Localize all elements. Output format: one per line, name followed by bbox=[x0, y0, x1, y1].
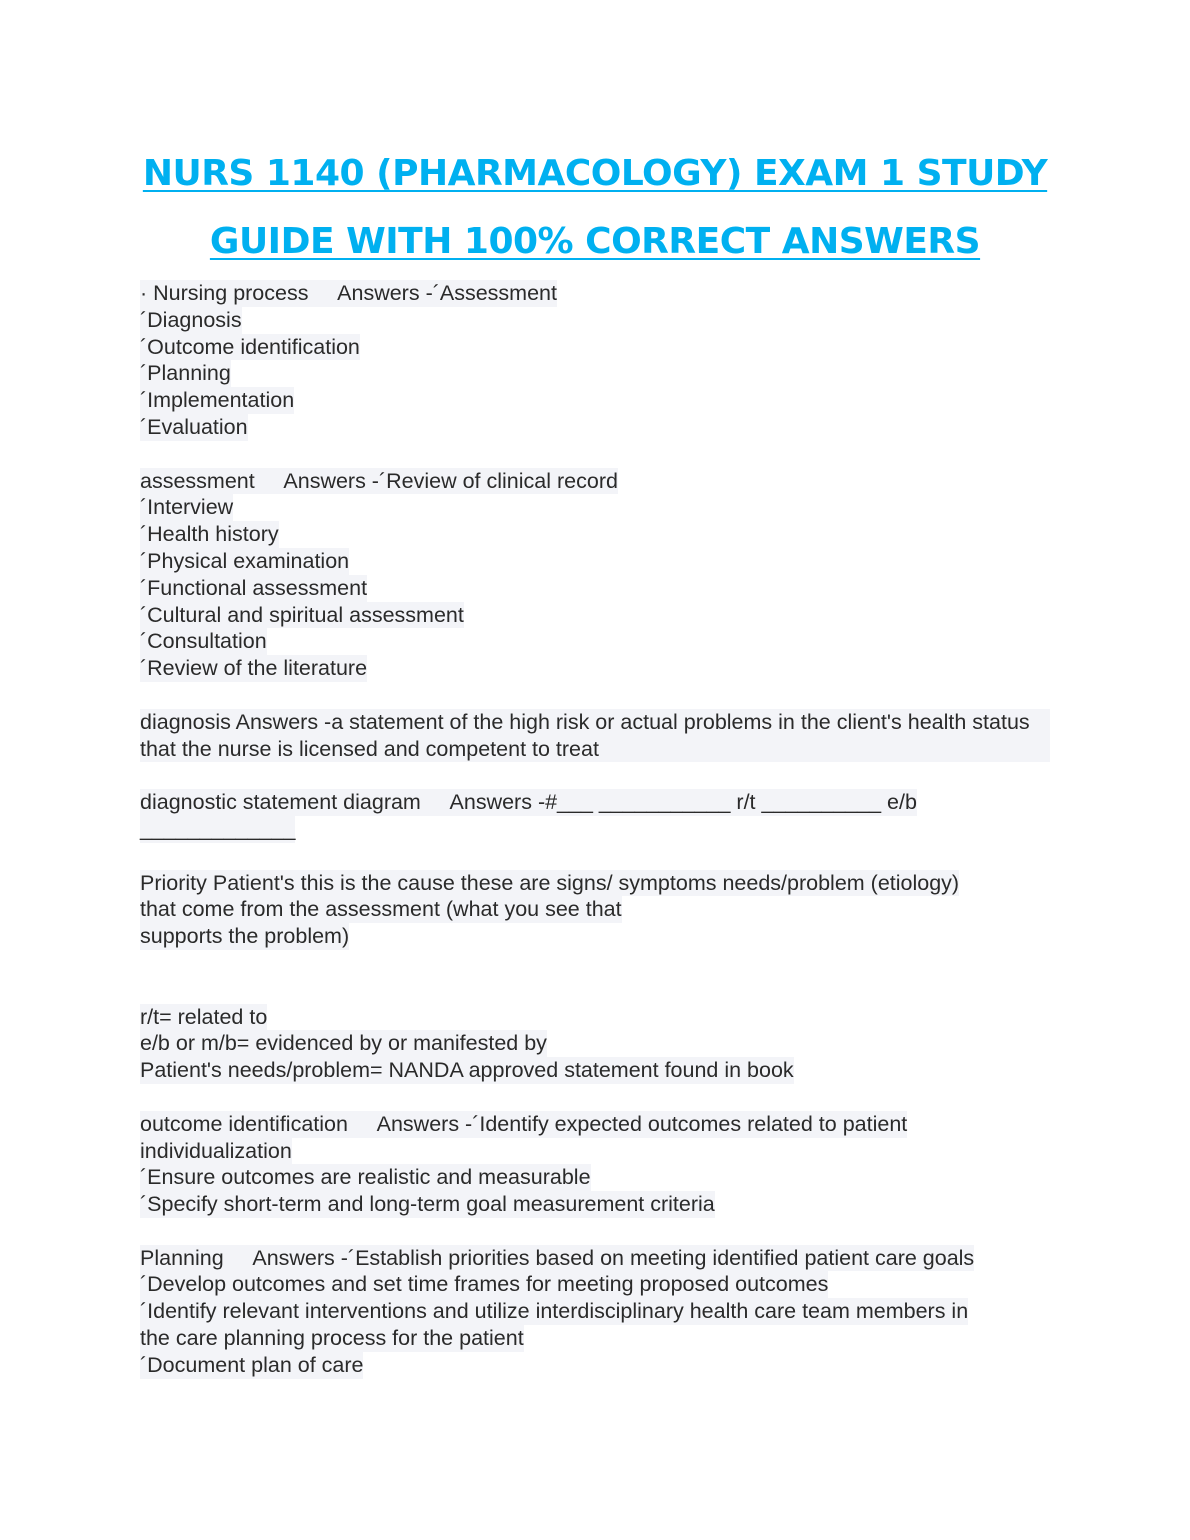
text-line: ´Identify relevant interventions and utilize interdisciplinary health care team members in bbox=[140, 1299, 969, 1324]
text-line: Priority Patient's this is the cause these are signs/ symptoms needs/problem (etiology) bbox=[140, 870, 960, 895]
text-line: the care planning process for the patient bbox=[140, 1326, 524, 1351]
nursing-process-section bbox=[140, 280, 1050, 441]
diagnostic-statement-section bbox=[140, 789, 1050, 843]
text-line: ´Health history bbox=[140, 522, 279, 547]
text-line: Planning Answers -´Establish priorities based on meeting identified patient care goals bbox=[140, 1245, 975, 1270]
text-line: diagnostic statement diagram Answers -#___ ___________ r/t __________ e/b bbox=[140, 790, 917, 815]
text-line: r/t= related to bbox=[140, 1004, 268, 1029]
blank-line: _____________ bbox=[140, 816, 296, 841]
planning-section bbox=[140, 1245, 1050, 1379]
document-body bbox=[140, 280, 1050, 1379]
text-line: ´Outcome identification bbox=[140, 334, 360, 359]
text-line: e/b or m/b= evidenced by or manifested by bbox=[140, 1031, 547, 1056]
text-line: ´Review of the literature bbox=[140, 656, 368, 681]
text-line: ´Document plan of care bbox=[140, 1352, 364, 1377]
text-line: ´Functional assessment bbox=[140, 575, 368, 600]
text-line: ´Implementation bbox=[140, 388, 295, 413]
text-line: Patient's needs/problem= NANDA approved statement found in book bbox=[140, 1058, 794, 1083]
text-line: supports the problem) bbox=[140, 924, 350, 949]
text-line: · Nursing process Answers -´Assessment bbox=[140, 281, 557, 305]
text-line: ´Develop outcomes and set time frames for meeting proposed outcomes bbox=[140, 1272, 829, 1297]
assessment-section bbox=[140, 468, 1050, 682]
text-line: ´Ensure outcomes are realistic and measurable bbox=[140, 1165, 591, 1190]
text-paragraph: diagnosis Answers -a statement of the high risk or actual problems in the client's health status that the nurse is licensed and competent to treat bbox=[140, 709, 1050, 763]
text-line: ´Physical examination bbox=[140, 548, 350, 573]
outcome-section bbox=[140, 1111, 1050, 1218]
priority-section bbox=[140, 870, 1050, 950]
text-line: ´Planning bbox=[140, 361, 231, 386]
diagnosis-section bbox=[140, 709, 1050, 763]
text-line: outcome identification Answers -´Identify expected outcomes related to patient bbox=[140, 1111, 908, 1136]
text-line: ´Specify short-term and long-term goal measurement criteria bbox=[140, 1192, 715, 1217]
text-line: ´Evaluation bbox=[140, 414, 248, 439]
text-line: ´Consultation bbox=[140, 629, 267, 654]
document-title: NURS 1140 (PHARMACOLOGY) EXAM 1 STUDY GUIDE WITH 100% CORRECT ANSWERS bbox=[142, 153, 1048, 262]
text-line: ´Cultural and spiritual assessment bbox=[140, 602, 464, 627]
text-line: ´Interview bbox=[140, 495, 234, 520]
text-line: ´Diagnosis bbox=[140, 307, 242, 332]
text-line: individualization bbox=[140, 1138, 292, 1163]
text-line: that come from the assessment (what you see that bbox=[140, 897, 622, 922]
definitions-section bbox=[140, 1004, 1050, 1084]
text-line: assessment Answers -´Review of clinical record bbox=[140, 468, 618, 493]
